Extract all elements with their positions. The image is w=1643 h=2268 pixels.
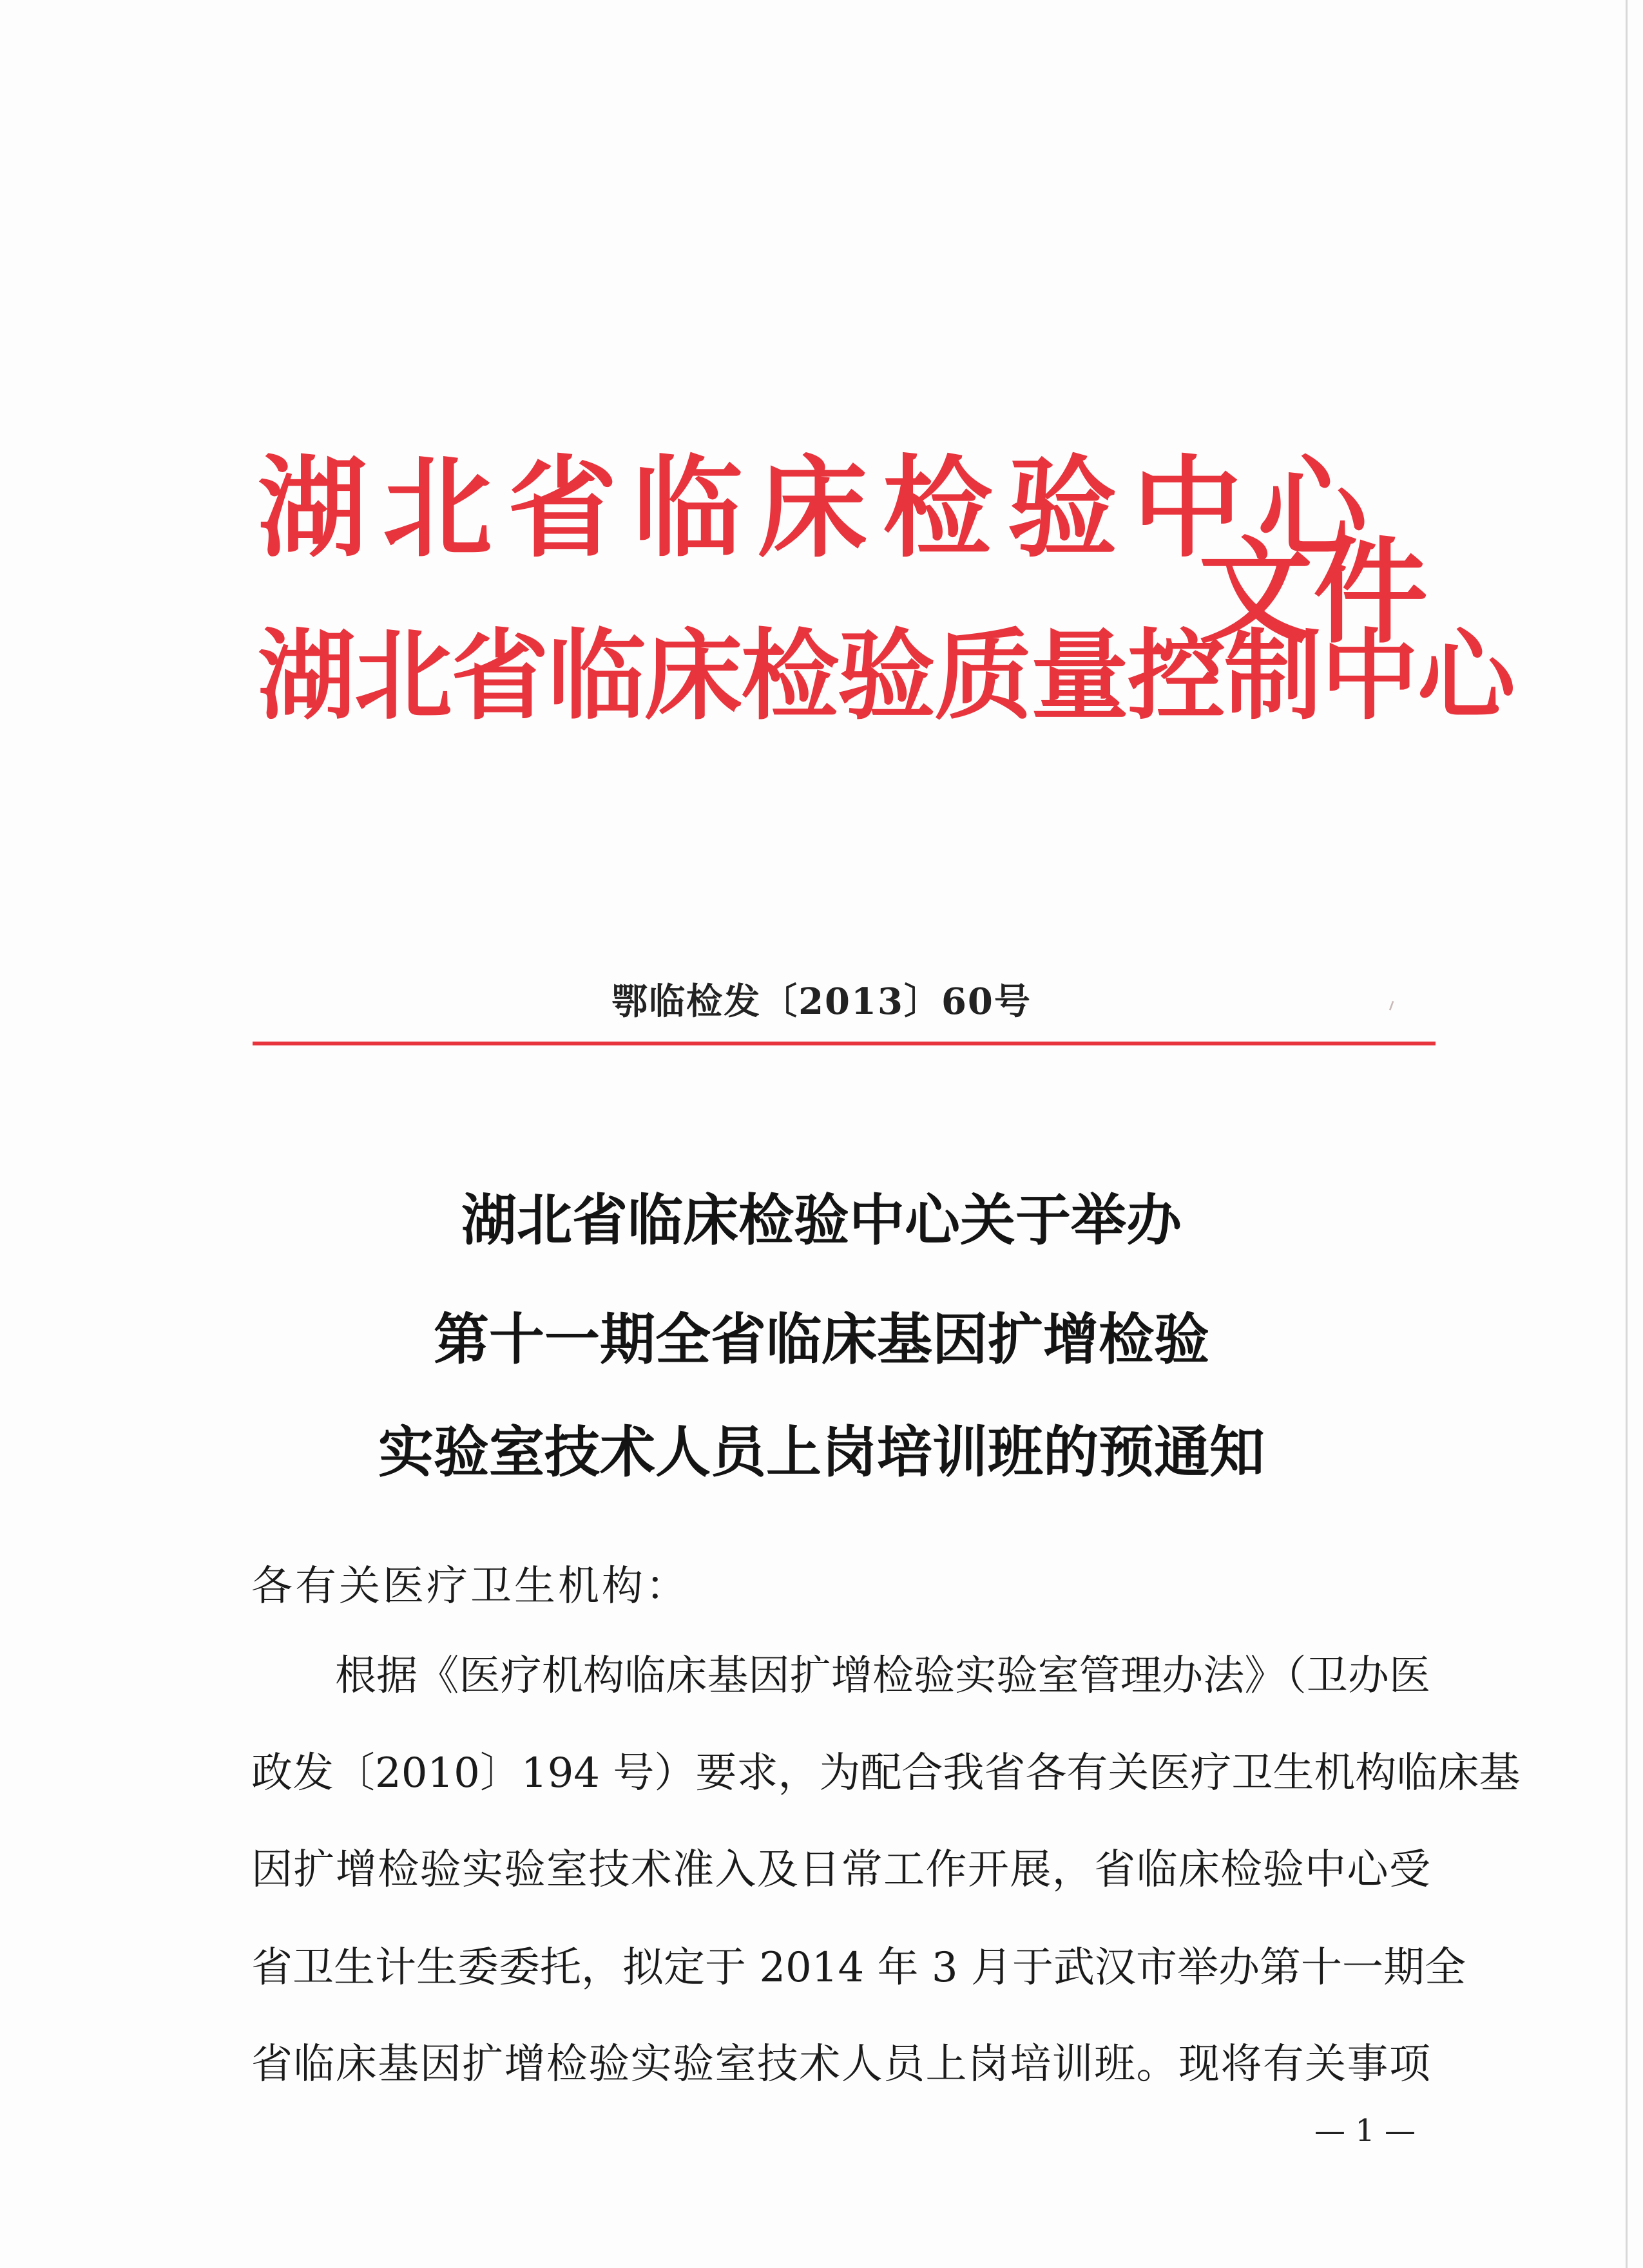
letterhead-org-line-1: 湖北省临床检验中心 bbox=[258, 445, 1383, 573]
body-line: 因扩增检验实验室技术准入及日常工作开展，省临床检验中心受 bbox=[251, 1846, 1430, 1894]
body-line: 省临床基因扩增检验实验室技术人员上岗培训班。现将有关事项 bbox=[251, 2041, 1430, 2088]
letterhead-org-line-2: 湖北省临床检验质量控制中心 bbox=[258, 619, 1514, 733]
body-line: 根据《医疗机构临床基因扩增检验实验室管理办法》（卫办医 bbox=[335, 1652, 1430, 1700]
letterhead-document-word: 文件 bbox=[1198, 526, 1428, 659]
document-title-line-3: 实验室技术人员上岗培训班的预通知 bbox=[378, 1420, 1265, 1485]
page-edge bbox=[1626, 0, 1628, 2268]
body-line: 政发〔2010〕194 号）要求，为配合我省各有关医疗卫生机构临床基 bbox=[251, 1749, 1521, 1797]
page-number: — 1 — bbox=[1314, 2113, 1416, 2149]
red-separator-rule bbox=[253, 1042, 1436, 1045]
salutation: 各有关医疗卫生机构： bbox=[251, 1563, 689, 1610]
document-number: 鄂临检发〔2013〕60号 bbox=[611, 980, 1032, 1023]
document-title-line-1: 湖北省临床检验中心关于举办 bbox=[461, 1188, 1182, 1253]
body-line: 省卫生计生委委托，拟定于 2014 年 3 月于武汉市举办第十一期全 bbox=[251, 1944, 1466, 1992]
document-title-line-2: 第十一期全省临床基因扩增检验 bbox=[434, 1307, 1209, 1372]
scan-mark: ᐟ bbox=[1384, 996, 1403, 1025]
